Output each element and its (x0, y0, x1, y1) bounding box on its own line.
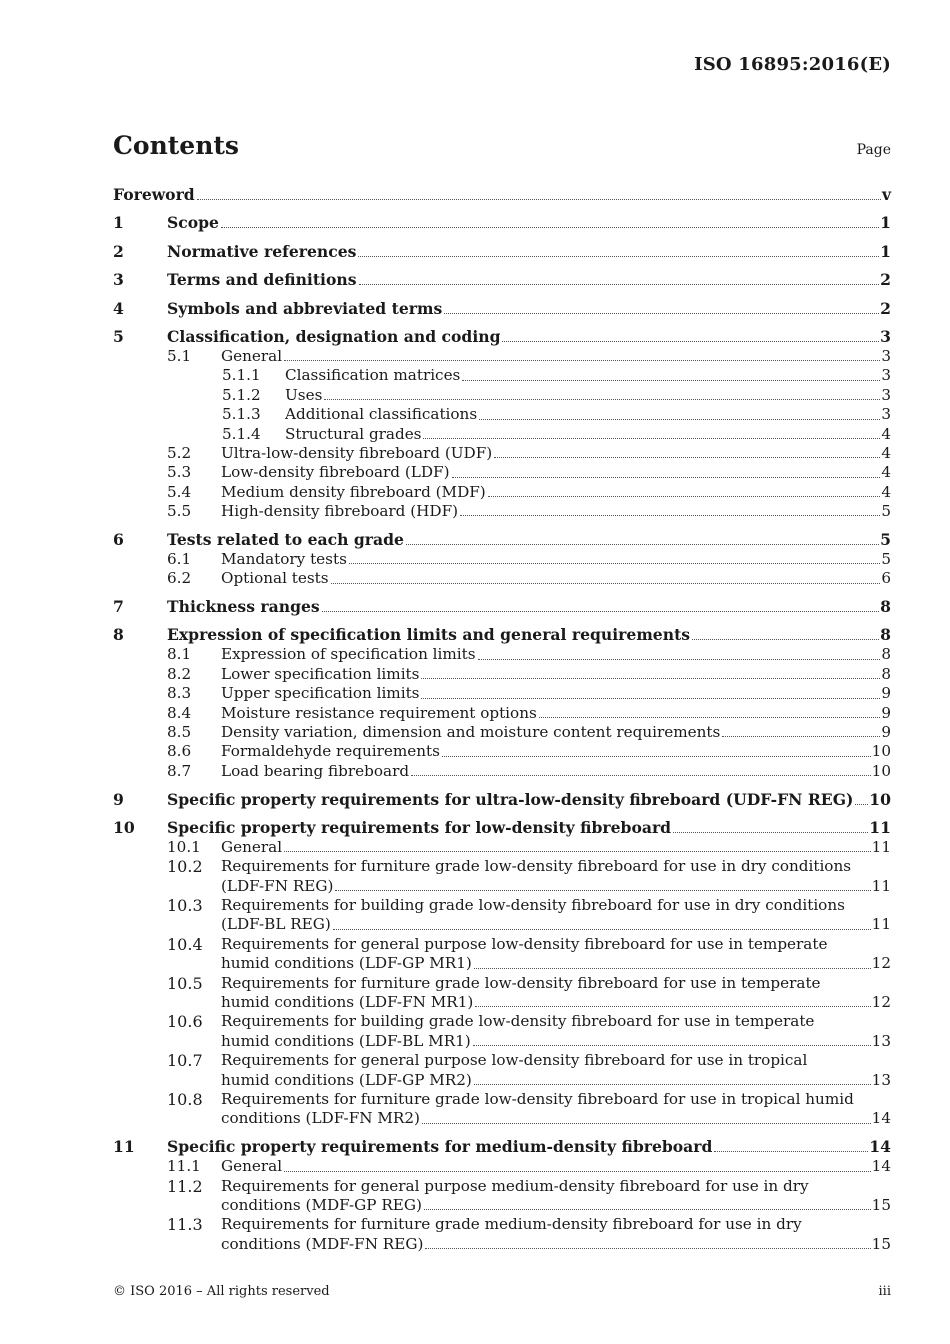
toc-entry-title: Classification matrices (285, 366, 461, 385)
dot-leader (421, 677, 880, 679)
toc-entry[interactable] (113, 838, 891, 857)
toc-entry-title: Specific property requirements for medium-density fibreboard (167, 1137, 713, 1157)
toc-entry[interactable] (113, 550, 891, 569)
toc-entry-number: 10.2 (167, 857, 203, 877)
toc-entry-title-continued: humid conditions (LDF-GP MR2) (221, 1070, 472, 1089)
toc-entry[interactable] (113, 935, 891, 974)
toc-entry[interactable] (113, 742, 891, 761)
toc-entry-title: Normative references (167, 241, 357, 261)
toc-entry-page: 9 (881, 684, 891, 703)
toc-entry-title: Optional tests (221, 569, 329, 588)
toc-entry-page: 2 (880, 270, 891, 290)
toc-entry[interactable] (113, 1157, 891, 1176)
toc-entry-number: 5.1.4 (222, 424, 261, 443)
toc-entry-title: Specific property requirements for ultra-low-density fibreboard (UDF-FN REG) (167, 789, 854, 809)
toc-entry-page: 11 (871, 876, 891, 895)
toc-entry-number: 1 (113, 213, 124, 233)
toc-entry-number: 5.1.1 (222, 366, 261, 385)
toc-entry[interactable] (113, 974, 891, 1013)
dot-leader (423, 437, 880, 439)
dot-leader (474, 967, 871, 969)
dot-leader (722, 735, 880, 737)
toc-entry-number: 8.2 (167, 664, 192, 683)
toc-entry-page: 5 (880, 529, 891, 549)
dot-leader (331, 582, 881, 584)
toc-entry-number: 5.4 (167, 482, 192, 501)
toc-entry-number: 10.3 (167, 896, 203, 916)
toc-entry-title: Requirements for building grade low-density fibreboard for use in dry conditions (221, 896, 845, 915)
toc-entry-number: 8.1 (167, 645, 192, 664)
toc-entry-page: 3 (880, 326, 891, 346)
toc-clause[interactable] (113, 270, 891, 290)
dot-leader (479, 418, 880, 420)
dot-leader (673, 831, 868, 833)
toc-entry-page: 12 (871, 954, 891, 973)
toc-entry-title: Structural grades (285, 424, 422, 443)
toc-entry-title: Requirements for building grade low-density fibreboard for use in temperate (221, 1012, 815, 1031)
toc-entry-title-continued: (LDF-FN REG) (221, 876, 334, 895)
copyright-notice: © ISO 2016 – All rights reserved (113, 1284, 330, 1299)
toc-entry-page: 11 (869, 817, 891, 837)
toc-entry-title-continued: humid conditions (LDF-GP MR1) (221, 954, 472, 973)
dot-leader (478, 658, 881, 660)
dot-leader (425, 1247, 870, 1249)
toc-entry-number: 8.7 (167, 761, 192, 780)
dot-leader (421, 697, 880, 699)
toc-entry-number: 5 (113, 326, 124, 346)
toc-clause[interactable] (113, 242, 891, 262)
toc-entry-page: 5 (881, 502, 891, 521)
toc-entry[interactable] (113, 645, 891, 664)
toc-entry-title: General (221, 346, 283, 365)
toc-entry-title: Requirements for general purpose low-density fibreboard for use in tropical (221, 1051, 808, 1070)
toc-entry-number: 6.1 (167, 549, 192, 568)
page-column-label: Page (856, 142, 891, 158)
toc-entry-title: High-density fibreboard (HDF) (221, 502, 459, 521)
toc-entry-page: 11 (871, 915, 891, 934)
dot-leader (406, 543, 879, 545)
toc-entry-title-continued: conditions (MDF-FN REG) (221, 1234, 424, 1253)
toc-entry[interactable] (113, 896, 891, 935)
toc-entry-page: 9 (881, 722, 891, 741)
toc-entry-title-continued: humid conditions (LDF-FN MR1) (221, 993, 474, 1012)
dot-leader (855, 803, 868, 805)
dot-leader (284, 359, 880, 361)
toc-entry-title: Low-density fibreboard (LDF) (221, 463, 450, 482)
toc-entry-title: Foreword (113, 185, 195, 204)
toc-entry-page: 4 (881, 443, 891, 462)
toc-entry-title: Upper specification limits (221, 684, 420, 703)
toc-entry[interactable] (113, 405, 891, 424)
dot-leader (460, 514, 880, 516)
toc-entry-number: 10.7 (167, 1051, 203, 1071)
toc-entry-number: 10.6 (167, 1012, 203, 1032)
toc-entry-page: 5 (881, 549, 891, 568)
toc-entry-page: 13 (871, 1031, 891, 1050)
toc-entry-title: General (221, 1157, 283, 1176)
toc-entry-number: 10.1 (167, 837, 201, 856)
toc-entry-title: Medium density fibreboard (MDF) (221, 482, 486, 501)
toc-entry-page: 3 (881, 366, 891, 385)
toc-entry-title-continued: conditions (MDF-GP REG) (221, 1195, 422, 1214)
dot-leader (714, 1150, 868, 1152)
toc-entry-number: 11.2 (167, 1176, 203, 1196)
toc-entry-title: Terms and definitions (167, 270, 357, 290)
toc-entry[interactable] (113, 483, 891, 502)
toc-entry-title: Specific property requirements for low-density fibreboard (167, 817, 672, 837)
toc-clause[interactable] (113, 327, 891, 347)
toc-entry-title: Additional classifications (285, 405, 478, 424)
toc-entry-number: 11.1 (167, 1157, 201, 1176)
toc-clause[interactable] (113, 625, 891, 645)
toc-entry-number: 2 (113, 241, 124, 261)
toc-entry-page: 9 (881, 703, 891, 722)
toc-entry-title: Requirements for general purpose medium-density fibreboard for use in dry (221, 1176, 809, 1195)
toc-clause[interactable] (113, 1137, 891, 1157)
toc-entry-page: 10 (869, 789, 891, 809)
dot-leader (424, 1208, 871, 1210)
toc-entry-page: 4 (881, 482, 891, 501)
toc-clause[interactable] (113, 790, 891, 810)
toc-entry-number: 3 (113, 270, 124, 290)
toc-entry-page: 10 (871, 742, 891, 761)
toc-entry-number: 8.6 (167, 742, 192, 761)
toc-entry-title: Ultra-low-density fibreboard (UDF) (221, 443, 493, 462)
dot-leader (422, 1122, 871, 1124)
page-title: Contents (113, 131, 240, 160)
dot-leader (494, 456, 880, 458)
toc-entry[interactable] (113, 366, 891, 385)
toc-entry-page: 15 (871, 1234, 891, 1253)
dot-leader (197, 198, 881, 200)
toc-entry-number: 9 (113, 789, 124, 809)
toc-entry-title: Formaldehyde requirements (221, 742, 440, 761)
toc-entry-title: Requirements for general purpose low-density fibreboard for use in temperate (221, 934, 828, 953)
toc-entry-page: v (881, 185, 891, 204)
toc-entry[interactable] (113, 1090, 891, 1129)
toc-entry-title: Expression of specification limits and general requirements (167, 625, 691, 645)
toc-entry-page: 4 (881, 424, 891, 443)
toc-entry-page: 8 (880, 625, 891, 645)
dot-leader (335, 889, 870, 891)
toc-entry-number: 8.4 (167, 703, 192, 722)
toc-entry[interactable] (113, 444, 891, 463)
toc-entry-page: 3 (881, 346, 891, 365)
dot-leader (333, 928, 871, 930)
toc-entry-title: Requirements for furniture grade low-density fibreboard for use in dry conditions (221, 857, 852, 876)
toc-entry[interactable] (113, 386, 891, 405)
dot-leader (462, 379, 880, 381)
toc-entry-title-continued: conditions (LDF-FN MR2) (221, 1109, 420, 1128)
toc-entry[interactable] (113, 1012, 891, 1051)
toc-entry-number: 5.3 (167, 463, 192, 482)
dot-leader (502, 340, 879, 342)
toc-entry-title: Load bearing fibreboard (221, 761, 410, 780)
toc-entry[interactable] (113, 569, 891, 588)
toc-entry-title: Moisture resistance requirement options (221, 703, 537, 722)
dot-leader (475, 1005, 870, 1007)
dot-leader (539, 716, 881, 718)
toc-entry-page: 8 (880, 597, 891, 617)
dot-leader (452, 476, 881, 478)
toc-clause[interactable] (113, 213, 891, 233)
toc-entry-page: 12 (871, 993, 891, 1012)
toc-entry-page: 14 (869, 1137, 891, 1157)
toc-entry-title: Thickness ranges (167, 597, 320, 617)
toc-entry-title: Expression of specification limits (221, 645, 476, 664)
toc-entry-page: 14 (871, 1157, 891, 1176)
toc-entry-title: Requirements for furniture grade medium-density fibreboard for use in dry (221, 1215, 802, 1234)
toc-entry[interactable] (113, 1215, 891, 1254)
toc-entry-title: Mandatory tests (221, 549, 347, 568)
toc-entry-page: 3 (881, 405, 891, 424)
toc-entry-page: 1 (880, 241, 891, 261)
toc-entry-title: Lower specification limits (221, 664, 420, 683)
toc-entry-number: 10 (113, 817, 135, 837)
toc-entry-page: 3 (881, 385, 891, 404)
toc-entry-number: 5.5 (167, 502, 192, 521)
document-id: ISO 16895:2016(E) (694, 54, 891, 75)
toc-entry-number: 7 (113, 597, 124, 617)
toc-entry-page: 13 (871, 1070, 891, 1089)
toc-entry-page: 4 (881, 463, 891, 482)
dot-leader (488, 495, 881, 497)
toc-entry-number: 11.3 (167, 1215, 203, 1235)
dot-leader (324, 398, 880, 400)
dot-leader (221, 226, 879, 228)
toc-entry[interactable] (113, 1051, 891, 1090)
dot-leader (444, 312, 879, 314)
dot-leader (284, 850, 871, 852)
toc-entry-title: General (221, 837, 283, 856)
toc-entry-page: 2 (880, 298, 891, 318)
toc-entry[interactable] (113, 684, 891, 703)
toc-entry-number: 8 (113, 625, 124, 645)
toc-entry[interactable] (113, 857, 891, 896)
toc-entry[interactable] (113, 762, 891, 781)
toc-entry-title-continued: humid conditions (LDF-BL MR1) (221, 1031, 471, 1050)
toc-entry-title: Uses (285, 385, 323, 404)
toc-entry-number: 10.4 (167, 934, 203, 954)
dot-leader (692, 638, 879, 640)
toc-entry-number: 5.2 (167, 443, 192, 462)
toc-entry-number: 10.8 (167, 1090, 203, 1110)
toc-clause[interactable] (113, 818, 891, 838)
table-of-contents (113, 185, 891, 1254)
toc-entry-number: 5.1.2 (222, 385, 261, 404)
toc-entry-title: Symbols and abbreviated terms (167, 298, 443, 318)
toc-entry-number: 6 (113, 529, 124, 549)
toc-entry-number: 8.3 (167, 684, 192, 703)
toc-entry-title: Requirements for furniture grade low-density fibreboard for use in tropical humid (221, 1090, 854, 1109)
toc-entry-title: Classification, designation and coding (167, 326, 501, 346)
toc-entry-number: 6.2 (167, 569, 192, 588)
toc-entry-title: Scope (167, 213, 219, 233)
dot-leader (442, 755, 871, 757)
toc-entry[interactable] (113, 347, 891, 366)
toc-entry-number: 4 (113, 298, 124, 318)
toc-entry[interactable] (113, 665, 891, 684)
toc-entry-number: 5.1 (167, 346, 192, 365)
toc-entry[interactable] (113, 704, 891, 723)
page-number: iii (878, 1284, 891, 1299)
toc-clause[interactable] (113, 530, 891, 550)
toc-entry-title: Requirements for furniture grade low-density fibreboard for use in temperate (221, 973, 821, 992)
toc-entry-number: 5.1.3 (222, 405, 261, 424)
toc-entry[interactable] (113, 723, 891, 742)
toc-entry[interactable] (113, 463, 891, 482)
dot-leader (284, 1170, 871, 1172)
toc-entry-page: 1 (880, 213, 891, 233)
toc-entry-number: 10.5 (167, 973, 203, 993)
toc-entry[interactable] (113, 502, 891, 521)
toc-entry-page: 15 (871, 1195, 891, 1214)
toc-entry-page: 8 (881, 664, 891, 683)
toc-entry-page: 10 (871, 761, 891, 780)
dot-leader (322, 610, 879, 612)
dot-leader (474, 1083, 871, 1085)
toc-entry-title-continued: (LDF-BL REG) (221, 915, 331, 934)
toc-entry[interactable] (113, 1177, 891, 1216)
toc-clause[interactable] (113, 597, 891, 617)
dot-leader (358, 255, 879, 257)
toc-entry-page: 11 (871, 837, 891, 856)
toc-entry-page: 14 (871, 1109, 891, 1128)
dot-leader (359, 283, 880, 285)
toc-entry-number: 11 (113, 1137, 135, 1157)
toc-entry-title: Tests related to each grade (167, 529, 404, 549)
dot-leader (411, 774, 871, 776)
toc-entry-title: Density variation, dimension and moisture content requirements (221, 722, 721, 741)
dot-leader (349, 562, 880, 564)
toc-entry-page: 8 (881, 645, 891, 664)
toc-entry-number: 8.5 (167, 722, 192, 741)
toc-entry-page: 6 (881, 569, 891, 588)
toc-clause[interactable] (113, 299, 891, 319)
toc-clause[interactable] (113, 185, 891, 205)
dot-leader (473, 1044, 871, 1046)
toc-entry[interactable] (113, 425, 891, 444)
